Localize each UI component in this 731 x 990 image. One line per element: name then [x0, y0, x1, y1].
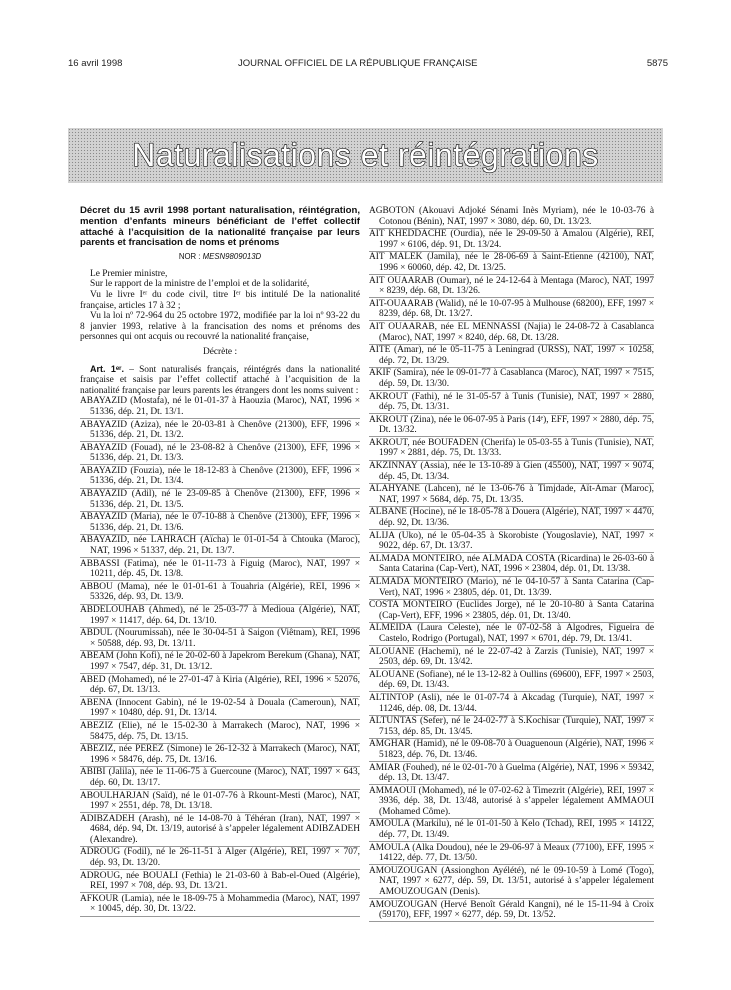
list-item: ALMEIDA (Laura Celeste), née le 07-02-58 à Algodres, Figueira de Castelo, Rodrigo (Portugal), NAT, 1997 × 6701, dép. 79, Dt. 13/41. [369, 623, 654, 646]
list-item: ALTUNTAS (Sefer), né le 24-02-77 à S.Kochisar (Turquie), NAT, 1997 × 7153, dép. 85, Dt. 13/45. [369, 716, 654, 739]
list-item: AGBOTON (Akouavi Adjoké Sénami Inès Myriam), née le 10-03-76 à Cotonou (Bénin), NAT, 1997 × 3080, dép. 60, Dt. 13/23. [369, 206, 654, 229]
list-item: ABBOU (Mama), née le 01-01-61 à Touahria (Algérie), REI, 1996 × 53326, dép. 93, Dt. 13/9. [80, 582, 360, 605]
article-label: Art. 1ᵉʳ. [90, 363, 125, 374]
article-text: – Sont naturalisés français, réintégrés dans la nationalité française et saisis par l’effet collectif attaché à l’acquisition de la nationalité française par leurs parents les étrangers dont les noms suivent : [80, 364, 361, 396]
list-item: ABAYAZID (Fouzia), née le 18-12-83 à Chenôve (21300), EFF, 1996 × 51336, dép. 21, Dt. 13/4. [80, 466, 360, 489]
list-item: AIT-OUAARAB (Walid), né le 10-07-95 à Mulhouse (68200), EFF, 1997 × 8239, dép. 68, Dt. 13/27. [369, 299, 654, 322]
list-item: ALMADA MONTEIRO (Mario), né le 04-10-57 à Santa Catarina (Cap-Vert), NAT, 1996 × 23805, dép. 01, Dt. 13/39. [369, 577, 654, 600]
left-column [80, 206, 360, 917]
nor-label: NOR : [178, 252, 201, 262]
list-item: AITE (Amar), né le 05-11-75 à Leningrad (URSS), NAT, 1997 × 10258, dép. 72, Dt. 13/29. [369, 345, 654, 368]
list-item: ALMADA MONTEIRO, née ALMADA COSTA (Ricardina) le 26-03-60 à Santa Catarina (Cap-Vert), NAT, 1996 × 23804, dép. 01, Dt. 13/38. [369, 554, 654, 577]
list-item: AKIF (Samira), née le 09-01-77 à Casablanca (Maroc), NAT, 1997 × 7515, dép. 59, Dt. 13/30. [369, 368, 654, 391]
list-item: ABEAM (John Kofi), né le 20-02-60 à Japekrom Berekum (Ghana), NAT, 1997 × 7547, dép. 31, Dt. 13/12. [80, 651, 360, 674]
list-item: ABED (Mohamed), né le 27-01-47 à Kiria (Algérie), REI, 1996 × 52076, dép. 67, Dt. 13/13. [80, 675, 360, 698]
list-item: AMOUZOUGAN (Assionghon Ayélété), né le 09-10-59 à Lomé (Togo), NAT, 1997 × 6277, dép. 59, Dt. 13/51, autorisé à s’appeler légalement AMOUZOUGAN (Denis). [369, 866, 654, 899]
list-item: ADIBZADEH (Arash), né le 14-08-70 à Téhéran (Iran), NAT, 1997 × 4684, dép. 94, Dt. 13/19, autorisé à s’appeler légalement ADIBZADEH (Alexandre). [80, 814, 360, 847]
preamble-paragraph: Le Premier ministre, [90, 268, 168, 279]
nor-code: MESN9809013D [202, 252, 262, 262]
decrete-heading: Décrète : [202, 346, 238, 357]
nor-reference [80, 252, 360, 263]
header-journal-title: JOURNAL OFFICIEL DE LA RÉPUBLIQUE FRANÇAISE [238, 58, 478, 69]
list-item: ALOUANE (Sofiane), né le 13-12-82 à Oullins (69600), EFF, 1997 × 2503, dép. 69, Dt. 13/43. [369, 670, 654, 693]
list-item: ALOUANE (Hachemi), né le 22-07-42 à Zarzis (Tunisie), NAT, 1997 × 2503, dép. 69, Dt. 13/42. [369, 647, 654, 670]
list-item: ABBASSI (Fatima), née le 01-11-73 à Figuig (Maroc), NAT, 1997 × 10211, dép. 45, Dt. 13/8. [80, 559, 360, 582]
preamble-paragraph: Vu la loi nº 72-964 du 25 octobre 1972, modifiée par la loi nº 93-22 du 8 janvier 1993, relative à la francisation des noms et prénoms des personnes qui ont acquis ou recouvré la nationalité française, [80, 311, 360, 343]
list-item: ABDUL (Nourumissah), née le 30-04-51 à Saigon (Viêtnam), REI, 1996 × 50588, dép. 93, Dt. 13/11. [80, 628, 360, 651]
list-item: ALTINTOP (Asli), née le 01-07-74 à Akcadag (Turquie), NAT, 1997 × 11246, dép. 08, Dt. 13/44. [369, 693, 654, 716]
list-item: ABIBI (Jalila), née le 11-06-75 à Guercoune (Maroc), NAT, 1997 × 643, dép. 60, Dt. 13/17. [80, 767, 360, 790]
list-item: AFKOUR (Lamia), née le 18-09-75 à Mohammedia (Maroc), NAT, 1997 × 10045, dép. 30, Dt. 13/22. [80, 894, 360, 917]
section-banner [68, 128, 663, 183]
header-page-number: 5875 [646, 58, 668, 69]
list-item: AMMAOUI (Mohamed), né le 07-02-62 à Timezrit (Algérie), REI, 1997 × 3936, dép. 38, Dt. 13/48, autorisé à s’appeler légalement AMMAOUI (Mohamed Côme). [369, 786, 654, 819]
list-item: AMOUZOUGAN (Hervé Benoît Gérald Kangni), né le 15-11-94 à Croix (59170), EFF, 1997 × 6277, dép. 59, Dt. 13/52. [369, 900, 654, 923]
list-item: AIT MALEK (Jamila), née le 28-06-69 à Saint-Etienne (42100), NAT, 1996 × 60060, dép. 42, Dt. 13/25. [369, 252, 654, 275]
list-item: ALIJA (Uko), né le 05-04-35 à Skorobiste (Yougoslavie), NAT, 1997 × 9022, dép. 67, Dt. 13/37. [369, 531, 654, 554]
list-item: ABAYAZID (Maria), née le 07-10-88 à Chenôve (21300), EFF, 1996 × 51336, dép. 21, Dt. 13/6. [80, 512, 360, 535]
list-item: COSTA MONTEIRO (Euclides Jorge), né le 20-10-80 à Santa Catarina (Cap-Vert), EFF, 1996 × 23805, dép. 01, Dt. 13/40. [369, 600, 654, 623]
list-item: ABEZIZ, née PEREZ (Simone) le 26-12-32 à Marrakech (Maroc), NAT, 1996 × 58476, dép. 75, Dt. 13/16. [80, 744, 360, 767]
list-item: AMOULA (Markilu), né le 01-01-50 à Kelo (Tchad), REI, 1995 × 14122, dép. 77, Dt. 13/49. [369, 819, 654, 842]
list-item: ADROUG, née BOUALI (Fethia) le 21-03-60 à Bab-el-Oued (Algérie), REI, 1997 × 708, dép. 93, Dt. 13/21. [80, 871, 360, 894]
list-item: ABENA (Innocent Gabin), né le 19-02-54 à Douala (Cameroun), NAT, 1997 × 10480, dép. 91, Dt. 13/14. [80, 698, 360, 721]
preamble-paragraph: Vu le livre Iᵉʳ du code civil, titre Iᵉʳ bis intitulé De la nationalité française, articles 17 à 32 ; [80, 289, 360, 311]
page-header [68, 58, 668, 72]
list-item: AMIAR (Fouhed), né le 02-01-70 à Guelma (Algérie), NAT, 1996 × 59342, dép. 13, Dt. 13/47. [369, 763, 654, 786]
header-date: 16 avril 1998 [68, 58, 123, 69]
list-item: ADROUG (Fodil), né le 26-11-51 à Alger (Algérie), REI, 1997 × 707, dép. 93, Dt. 13/20. [80, 847, 360, 870]
list-item: ALAHYANE (Lahcen), né le 13-06-76 à Timjdade, Aït-Amar (Maroc), NAT, 1997 × 5684, dép. 75, Dt. 13/35. [369, 484, 654, 507]
article-1 [80, 364, 360, 397]
list-item: AIT OUAARAB (Oumar), né le 24-12-64 à Mentaga (Maroc), NAT, 1997 × 8239, dép. 68, Dt. 13/26. [369, 276, 654, 299]
list-item: AKROUT, née BOUFADEN (Cherifa) le 05-03-55 à Tunis (Tunisie), NAT, 1997 × 2881, dép. 75, Dt. 13/33. [369, 438, 654, 461]
preamble-paragraph: Sur le rapport de la ministre de l’emploi et de la solidarité, [90, 279, 310, 290]
list-item: ABAYAZID (Fouad), né le 23-08-82 à Chenôve (21300), EFF, 1996 × 51336, dép. 21, Dt. 13/3. [80, 443, 360, 466]
list-item: ABEZIZ (Elie), né le 15-02-30 à Marrakech (Maroc), NAT, 1996 × 58475, dép. 75, Dt. 13/15. [80, 721, 360, 744]
list-item: AMGHAR (Hamid), né le 09-08-70 à Ouaguenoun (Algérie), NAT, 1996 × 51823, dép. 76, Dt. 13/46. [369, 739, 654, 762]
list-item: AKZINNAY (Assia), née le 13-10-89 à Gien (45500), NAT, 1997 × 9074, dép. 45, Dt. 13/34. [369, 461, 654, 484]
list-item: ABAYAZID (Mostafa), né le 01-01-37 à Haouzia (Maroc), NAT, 1996 × 51336, dép. 21, Dt. 13/1. [80, 396, 360, 419]
decree-title: Décret du 15 avril 1998 portant naturalisation, réintégration, mention d’enfants mineurs bénéficiant de l’effet collectif attaché à l’acquisition de la nationalité française par leurs parents et francisation de noms et prénoms [80, 205, 360, 249]
list-item: AIT KHEDDACHE (Ourdia), née le 29-09-50 à Amalou (Algérie), REI, 1997 × 6106, dép. 91, Dt. 13/24. [369, 229, 654, 252]
right-entry-list [369, 206, 654, 922]
list-item: ABAYAZID (Adil), né le 23-09-85 à Chenôve (21300), EFF, 1996 × 51336, dép. 21, Dt. 13/5. [80, 489, 360, 512]
list-item: ABAYAZID, née LAHRACH (Aïcha) le 01-01-54 à Chtouka (Maroc), NAT, 1996 × 51337, dép. 21, Dt. 13/7. [80, 535, 360, 558]
section-title: Naturalisations et réintégrations [132, 137, 599, 173]
list-item: AMOULA (Alka Doudou), née le 29-06-97 à Meaux (77100), EFF, 1995 × 14122, dép. 77, Dt. 13/50. [369, 843, 654, 866]
left-entry-list [80, 396, 360, 916]
list-item: ABDELOUHAB (Ahmed), né le 25-03-77 à Medioua (Algérie), NAT, 1997 × 11417, dép. 64, Dt. 13/10. [80, 605, 360, 628]
list-item: AKROUT (Fathi), né le 31-05-57 à Tunis (Tunisie), NAT, 1997 × 2880, dép. 75, Dt. 13/31. [369, 392, 654, 415]
right-column [369, 206, 654, 923]
list-item: ALBANE (Hocine), né le 18-05-78 à Douera (Algérie), NAT, 1997 × 4470, dép. 92, Dt. 13/36. [369, 507, 654, 530]
list-item: AIT OUAARAB, née EL MENNASSI (Najia) le 24-08-72 à Casablanca (Maroc), NAT, 1997 × 8240, dép. 68, Dt. 13/28. [369, 322, 654, 345]
list-item: ABAYAZID (Aziza), née le 20-03-81 à Chenôve (21300), EFF, 1996 × 51336, dép. 21, Dt. 13/2. [80, 420, 360, 443]
list-item: AKROUT (Zina), née le 06-07-95 à Paris (14ᵉ), EFF, 1997 × 2880, dép. 75, Dt. 13/32. [369, 415, 654, 438]
list-item: ABOULHARJAN (Saïd), né le 01-07-76 à Rkount-Mesti (Maroc), NAT, 1997 × 2551, dép. 78, Dt. 13/18. [80, 791, 360, 814]
